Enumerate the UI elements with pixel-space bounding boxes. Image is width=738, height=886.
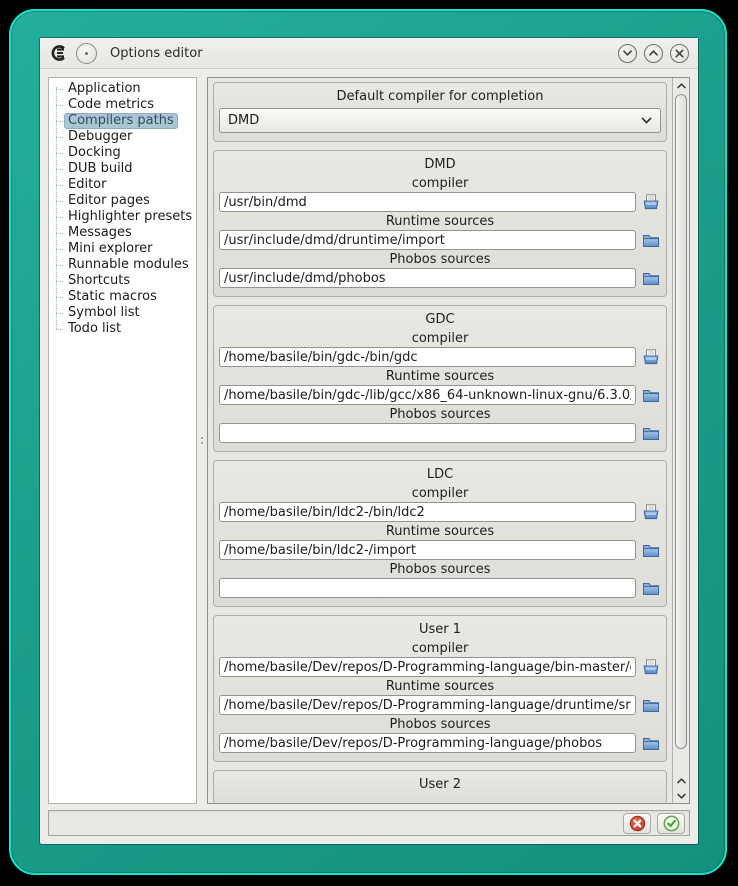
compiler-groups xyxy=(211,150,669,803)
pick-folder-button[interactable] xyxy=(641,424,661,442)
compiler-group-user-2 xyxy=(213,770,667,803)
group-title: GDC xyxy=(425,312,455,327)
folder-icon xyxy=(642,426,660,441)
sidebar xyxy=(48,77,197,804)
dmd-compiler-input[interactable] xyxy=(219,192,636,212)
field-label: Runtime sources xyxy=(385,524,495,539)
sidebar-item-label: Static macros xyxy=(68,289,157,304)
chevron-up-icon xyxy=(677,83,686,89)
folder-icon xyxy=(642,543,660,558)
folder-icon xyxy=(642,581,660,596)
scrollbar-track[interactable] xyxy=(673,93,689,773)
titlebar[interactable] xyxy=(40,38,698,69)
accept-icon xyxy=(663,815,680,832)
field-label: Phobos sources xyxy=(389,407,491,422)
sidebar-item-label: Code metrics xyxy=(68,97,155,112)
sidebar-item-static-macros[interactable] xyxy=(51,289,194,305)
cancel-button[interactable] xyxy=(623,813,651,834)
scroll-up-button[interactable] xyxy=(673,78,689,93)
content-area xyxy=(40,69,698,844)
sidebar-item-label: Runnable modules xyxy=(68,257,189,272)
accept-button[interactable] xyxy=(657,813,685,834)
group-title: DMD xyxy=(424,157,456,172)
sidebar-item-label: Mini explorer xyxy=(68,241,153,256)
group-title: User 1 xyxy=(418,622,462,637)
field-label: Phobos sources xyxy=(389,562,491,577)
field-label: Runtime sources xyxy=(385,369,495,384)
sidebar-item-highlighter-presets[interactable] xyxy=(51,209,194,225)
default-compiler-select[interactable] xyxy=(219,108,661,133)
window-title: Options editor xyxy=(110,45,203,61)
close-button[interactable] xyxy=(670,44,689,63)
vertical-scrollbar[interactable] xyxy=(672,78,689,803)
chevron-up-icon xyxy=(649,50,658,56)
pick-folder-button[interactable] xyxy=(641,231,661,249)
cancel-icon xyxy=(629,815,646,832)
sidebar-item-todo-list[interactable] xyxy=(51,321,194,337)
pick-folder-button[interactable] xyxy=(641,386,661,404)
chevron-up-icon xyxy=(677,778,686,784)
sidebar-item-label: Debugger xyxy=(68,129,133,144)
open-file-icon xyxy=(642,504,660,520)
sidebar-tree xyxy=(51,81,194,337)
chevron-down-icon xyxy=(623,50,632,56)
field-label: Runtime sources xyxy=(385,214,495,229)
sidebar-item-label: Messages xyxy=(68,225,132,240)
user-1-runtime-sources-input[interactable] xyxy=(219,695,636,715)
user-1-phobos-sources-input[interactable] xyxy=(219,733,636,753)
footer-bar xyxy=(48,810,690,836)
sidebar-item-code-metrics[interactable] xyxy=(51,97,194,113)
pick-folder-button[interactable] xyxy=(641,541,661,559)
ldc-compiler-input[interactable] xyxy=(219,502,636,522)
sidebar-item-label: Docking xyxy=(68,145,121,160)
default-compiler-group xyxy=(213,82,667,142)
dmd-runtime-sources-input[interactable] xyxy=(219,230,636,250)
pick-folder-button[interactable] xyxy=(641,696,661,714)
dmd-phobos-sources-input[interactable] xyxy=(219,268,636,288)
sidebar-item-label: Shortcuts xyxy=(68,273,131,288)
sidebar-item-label: Todo list xyxy=(68,321,122,336)
sidebar-item-label: Editor xyxy=(68,177,107,192)
pick-folder-button[interactable] xyxy=(641,579,661,597)
compiler-group-ldc xyxy=(213,460,667,607)
pick-file-button[interactable] xyxy=(641,348,661,366)
window-menu-button[interactable] xyxy=(76,43,97,64)
sidebar-item-dub-build[interactable] xyxy=(51,161,194,177)
options-editor-window xyxy=(40,38,698,844)
options-panel xyxy=(207,77,690,804)
splitter-grip-icon xyxy=(201,442,203,444)
open-file-icon xyxy=(642,659,660,675)
sidebar-item-debugger[interactable] xyxy=(51,129,194,145)
window-frame xyxy=(9,9,727,875)
open-file-icon xyxy=(642,194,660,210)
gdc-compiler-input[interactable] xyxy=(219,347,636,367)
chevron-down-icon xyxy=(641,117,652,124)
sidebar-item-compilers-paths[interactable] xyxy=(51,113,194,129)
sidebar-item-label: Symbol list xyxy=(68,305,140,320)
sidebar-item-editor[interactable] xyxy=(51,177,194,193)
pick-file-button[interactable] xyxy=(641,658,661,676)
field-label: Phobos sources xyxy=(389,717,491,732)
field-label: compiler xyxy=(411,176,469,191)
group-title: User 2 xyxy=(418,777,462,792)
pick-file-button[interactable] xyxy=(641,193,661,211)
ldc-runtime-sources-input[interactable] xyxy=(219,540,636,560)
shade-button[interactable] xyxy=(618,44,637,63)
sidebar-item-runnable-modules[interactable] xyxy=(51,257,194,273)
scroll-down-button[interactable] xyxy=(673,788,689,803)
sidebar-item-shortcuts[interactable] xyxy=(51,273,194,289)
compiler-group-gdc xyxy=(213,305,667,452)
field-label: Phobos sources xyxy=(389,252,491,267)
gdc-runtime-sources-input[interactable] xyxy=(219,385,636,405)
compiler-group-user-1 xyxy=(213,615,667,762)
folder-icon xyxy=(642,271,660,286)
pick-folder-button[interactable] xyxy=(641,269,661,287)
folder-icon xyxy=(642,388,660,403)
sidebar-item-label: Application xyxy=(68,81,141,96)
pick-file-button[interactable] xyxy=(641,503,661,521)
splitter-handle[interactable] xyxy=(197,77,207,804)
field-label: Runtime sources xyxy=(385,679,495,694)
combo-value: DMD xyxy=(228,113,260,128)
sidebar-item-label: Editor pages xyxy=(68,193,150,208)
chevron-down-icon xyxy=(677,793,686,799)
sidebar-item-application[interactable] xyxy=(51,81,194,97)
compiler-group-dmd xyxy=(213,150,667,297)
options-scrollarea xyxy=(208,78,672,803)
sidebar-item-symbol-list[interactable] xyxy=(51,305,194,321)
close-icon xyxy=(675,49,684,58)
sidebar-item-label: DUB build xyxy=(68,161,133,176)
user-1-compiler-input[interactable] xyxy=(219,657,636,677)
field-label: compiler xyxy=(411,331,469,346)
sidebar-item-docking[interactable] xyxy=(51,145,194,161)
open-file-icon xyxy=(642,349,660,365)
group-title: LDC xyxy=(426,467,454,482)
folder-icon xyxy=(642,233,660,248)
sidebar-item-mini-explorer[interactable] xyxy=(51,241,194,257)
scrollbar-thumb[interactable] xyxy=(675,94,687,749)
splitter-grip-icon xyxy=(201,437,203,439)
app-logo-icon xyxy=(49,45,69,62)
scroll-up-button-secondary[interactable] xyxy=(673,773,689,788)
pick-folder-button[interactable] xyxy=(641,734,661,752)
ldc-phobos-sources-input[interactable] xyxy=(219,578,636,598)
sidebar-item-messages[interactable] xyxy=(51,225,194,241)
sidebar-item-label: Highlighter presets xyxy=(68,209,193,224)
sidebar-item-label: Compilers paths xyxy=(64,113,178,129)
field-label: compiler xyxy=(411,486,469,501)
group-title: Default compiler for completion xyxy=(336,89,544,104)
folder-icon xyxy=(642,736,660,751)
folder-icon xyxy=(642,698,660,713)
unshade-button[interactable] xyxy=(644,44,663,63)
gdc-phobos-sources-input[interactable] xyxy=(219,423,636,443)
field-label: compiler xyxy=(411,641,469,656)
sidebar-item-editor-pages[interactable] xyxy=(51,193,194,209)
